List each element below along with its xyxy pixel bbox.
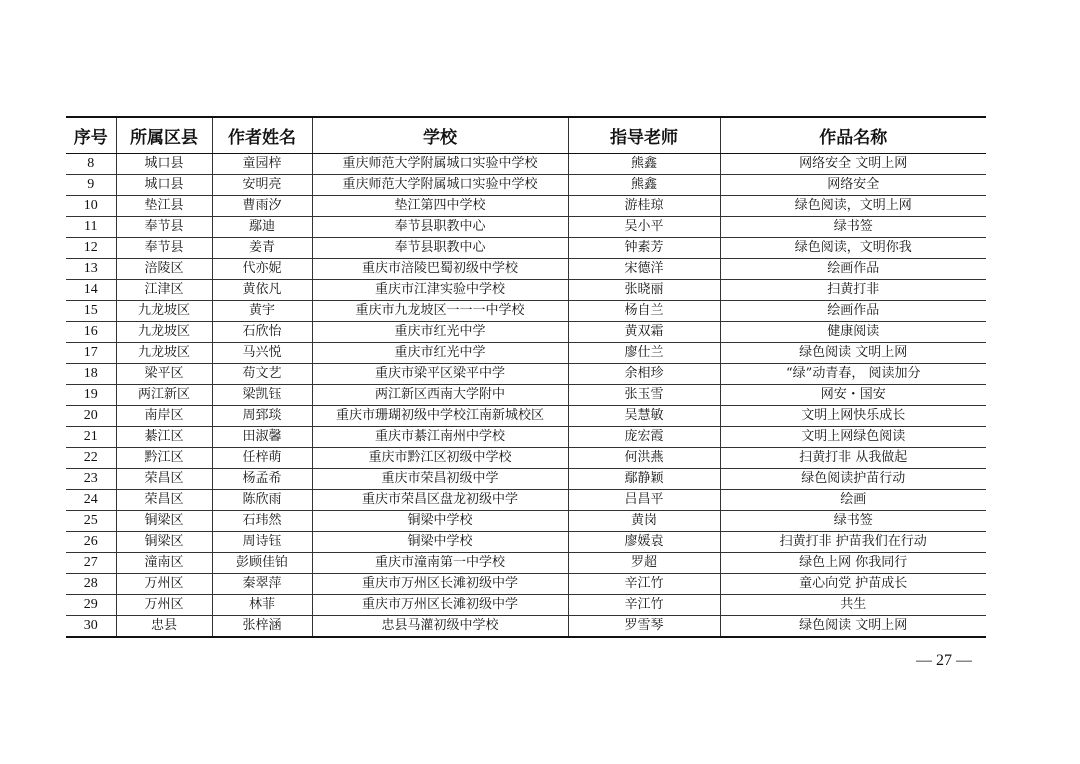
table-row — [66, 595, 986, 616]
cell-work-title: 文明上网绿色阅读 — [720, 427, 986, 448]
cell-teacher: 辛江竹 — [568, 574, 720, 595]
cell-school: 重庆师范大学附属城口实验中学校 — [312, 175, 568, 196]
cell-teacher: 鄢静颖 — [568, 469, 720, 490]
cell-work-title: 绿色阅读，文明上网 — [720, 196, 986, 217]
cell-work-title: 绿书签 — [720, 217, 986, 238]
cell-author: 黄依凡 — [212, 280, 312, 301]
table-body — [66, 154, 986, 638]
cell-school: 两江新区西南大学附中 — [312, 385, 568, 406]
cell-school: 垫江第四中学校 — [312, 196, 568, 217]
table-row — [66, 427, 986, 448]
cell-district: 綦江区 — [116, 427, 212, 448]
cell-teacher: 黄岗 — [568, 511, 720, 532]
cell-teacher: 辛江竹 — [568, 595, 720, 616]
cell-seq: 19 — [66, 385, 116, 406]
table-row — [66, 217, 986, 238]
cell-school: 重庆市红光中学 — [312, 322, 568, 343]
table-row — [66, 616, 986, 638]
cell-school: 重庆市珊瑚初级中学校江南新城校区 — [312, 406, 568, 427]
cell-school: 重庆市荣昌区盘龙初级中学 — [312, 490, 568, 511]
cell-work-title: 网络安全 — [720, 175, 986, 196]
cell-school: 重庆市黔江区初级中学校 — [312, 448, 568, 469]
cell-work-title: 扫黄打非 从我做起 — [720, 448, 986, 469]
cell-school: 重庆市万州区长滩初级中学 — [312, 574, 568, 595]
cell-seq: 20 — [66, 406, 116, 427]
header-teacher: 指导老师 — [568, 117, 720, 154]
table-row — [66, 490, 986, 511]
cell-teacher: 吴小平 — [568, 217, 720, 238]
cell-teacher: 熊鑫 — [568, 154, 720, 175]
table-row — [66, 259, 986, 280]
cell-school: 重庆市荣昌初级中学 — [312, 469, 568, 490]
cell-author: 任梓萌 — [212, 448, 312, 469]
cell-school: 铜梁中学校 — [312, 511, 568, 532]
cell-district: 涪陵区 — [116, 259, 212, 280]
cell-author: 林菲 — [212, 595, 312, 616]
table-row — [66, 532, 986, 553]
table-row — [66, 196, 986, 217]
cell-district: 城口县 — [116, 175, 212, 196]
cell-school: 重庆市江津实验中学校 — [312, 280, 568, 301]
header-seq: 序号 — [66, 117, 116, 154]
header-author: 作者姓名 — [212, 117, 312, 154]
cell-seq: 14 — [66, 280, 116, 301]
cell-author: 曹雨汐 — [212, 196, 312, 217]
cell-author: 石玮然 — [212, 511, 312, 532]
cell-school: 奉节县职教中心 — [312, 217, 568, 238]
cell-work-title: 绿色阅读护苗行动 — [720, 469, 986, 490]
table-row — [66, 385, 986, 406]
cell-seq: 12 — [66, 238, 116, 259]
table-row — [66, 154, 986, 175]
cell-work-title: 文明上网快乐成长 — [720, 406, 986, 427]
cell-work-title: 绿色阅读 文明上网 — [720, 343, 986, 364]
cell-author: 周诗钰 — [212, 532, 312, 553]
cell-school: 重庆市万州区长滩初级中学 — [312, 595, 568, 616]
cell-district: 垫江县 — [116, 196, 212, 217]
cell-work-title: 健康阅读 — [720, 322, 986, 343]
cell-seq: 15 — [66, 301, 116, 322]
cell-district: 黔江区 — [116, 448, 212, 469]
cell-district: 江津区 — [116, 280, 212, 301]
cell-teacher: 余相珍 — [568, 364, 720, 385]
table-row — [66, 574, 986, 595]
cell-district: 梁平区 — [116, 364, 212, 385]
cell-work-title: 绿色上网 你我同行 — [720, 553, 986, 574]
cell-district: 九龙坡区 — [116, 343, 212, 364]
table-row — [66, 280, 986, 301]
cell-teacher: 钟素芳 — [568, 238, 720, 259]
cell-seq: 27 — [66, 553, 116, 574]
cell-district: 九龙坡区 — [116, 301, 212, 322]
cell-school: 重庆市潼南第一中学校 — [312, 553, 568, 574]
header-district: 所属区县 — [116, 117, 212, 154]
cell-school: 重庆市九龙坡区一一一中学校 — [312, 301, 568, 322]
cell-district: 九龙坡区 — [116, 322, 212, 343]
cell-district: 奉节县 — [116, 217, 212, 238]
cell-seq: 29 — [66, 595, 116, 616]
cell-teacher: 廖仕兰 — [568, 343, 720, 364]
cell-teacher: 熊鑫 — [568, 175, 720, 196]
table-row — [66, 406, 986, 427]
cell-school: 奉节县职教中心 — [312, 238, 568, 259]
table-row — [66, 469, 986, 490]
cell-work-title: 绘画作品 — [720, 301, 986, 322]
cell-seq: 30 — [66, 616, 116, 638]
cell-seq: 18 — [66, 364, 116, 385]
header-work-title: 作品名称 — [720, 117, 986, 154]
cell-author: 张梓涵 — [212, 616, 312, 638]
cell-author: 代亦妮 — [212, 259, 312, 280]
cell-author: 安明亮 — [212, 175, 312, 196]
table-row — [66, 343, 986, 364]
cell-author: 田淑馨 — [212, 427, 312, 448]
header-school: 学校 — [312, 117, 568, 154]
cell-work-title: 绿色阅读 文明上网 — [720, 616, 986, 638]
cell-teacher: 游桂琼 — [568, 196, 720, 217]
cell-work-title: 扫黄打非 — [720, 280, 986, 301]
cell-author: 杨孟希 — [212, 469, 312, 490]
cell-seq: 25 — [66, 511, 116, 532]
cell-district: 忠县 — [116, 616, 212, 638]
cell-district: 铜梁区 — [116, 532, 212, 553]
cell-teacher: 罗超 — [568, 553, 720, 574]
cell-seq: 26 — [66, 532, 116, 553]
cell-school: 重庆师范大学附属城口实验中学校 — [312, 154, 568, 175]
cell-author: 秦翠萍 — [212, 574, 312, 595]
cell-school: 重庆市涪陵巴蜀初级中学校 — [312, 259, 568, 280]
cell-school: 重庆市红光中学 — [312, 343, 568, 364]
cell-teacher: 张晓丽 — [568, 280, 720, 301]
cell-school: 忠县马灌初级中学校 — [312, 616, 568, 638]
cell-author: 童园梓 — [212, 154, 312, 175]
cell-author: 鄢迪 — [212, 217, 312, 238]
cell-seq: 8 — [66, 154, 116, 175]
cell-teacher: 黄双霜 — [568, 322, 720, 343]
cell-teacher: 张玉雪 — [568, 385, 720, 406]
cell-work-title: 绘画 — [720, 490, 986, 511]
cell-district: 南岸区 — [116, 406, 212, 427]
cell-author: 彭顾佳铂 — [212, 553, 312, 574]
cell-teacher: 吕昌平 — [568, 490, 720, 511]
cell-author: 姜青 — [212, 238, 312, 259]
cell-seq: 11 — [66, 217, 116, 238]
cell-teacher: 何洪燕 — [568, 448, 720, 469]
cell-district: 铜梁区 — [116, 511, 212, 532]
cell-district: 万州区 — [116, 595, 212, 616]
cell-seq: 24 — [66, 490, 116, 511]
cell-work-title: 绿色阅读，文明你我 — [720, 238, 986, 259]
cell-work-title: 网络安全 文明上网 — [720, 154, 986, 175]
cell-author: 周郅琰 — [212, 406, 312, 427]
cell-work-title: 扫黄打非 护苗我们在行动 — [720, 532, 986, 553]
table-row — [66, 322, 986, 343]
cell-teacher: 廖媛袁 — [568, 532, 720, 553]
cell-author: 黄宇 — [212, 301, 312, 322]
cell-seq: 23 — [66, 469, 116, 490]
cell-seq: 17 — [66, 343, 116, 364]
cell-teacher: 吴慧敏 — [568, 406, 720, 427]
award-list-table — [66, 116, 986, 638]
cell-author: 马兴悦 — [212, 343, 312, 364]
table-row — [66, 238, 986, 259]
cell-seq: 22 — [66, 448, 116, 469]
cell-seq: 10 — [66, 196, 116, 217]
table-row — [66, 301, 986, 322]
cell-work-title: 童心向党 护苗成长 — [720, 574, 986, 595]
cell-work-title: “绿”动青春， 阅读加分 — [720, 364, 986, 385]
cell-seq: 21 — [66, 427, 116, 448]
cell-work-title: 网安・国安 — [720, 385, 986, 406]
cell-seq: 16 — [66, 322, 116, 343]
cell-district: 城口县 — [116, 154, 212, 175]
cell-district: 潼南区 — [116, 553, 212, 574]
cell-author: 梁凯钰 — [212, 385, 312, 406]
table-header-row — [66, 117, 986, 154]
cell-teacher: 庞宏霞 — [568, 427, 720, 448]
cell-author: 陈欣雨 — [212, 490, 312, 511]
cell-author: 石欣怡 — [212, 322, 312, 343]
cell-district: 奉节县 — [116, 238, 212, 259]
cell-district: 两江新区 — [116, 385, 212, 406]
table-row — [66, 553, 986, 574]
cell-school: 重庆市梁平区梁平中学 — [312, 364, 568, 385]
table-row — [66, 364, 986, 385]
cell-teacher: 罗雪琴 — [568, 616, 720, 638]
cell-seq: 13 — [66, 259, 116, 280]
cell-seq: 9 — [66, 175, 116, 196]
table-row — [66, 448, 986, 469]
table-row — [66, 175, 986, 196]
cell-teacher: 杨自兰 — [568, 301, 720, 322]
cell-district: 荣昌区 — [116, 469, 212, 490]
cell-author: 苟文艺 — [212, 364, 312, 385]
cell-seq: 28 — [66, 574, 116, 595]
cell-district: 荣昌区 — [116, 490, 212, 511]
cell-school: 铜梁中学校 — [312, 532, 568, 553]
cell-work-title: 绘画作品 — [720, 259, 986, 280]
cell-teacher: 宋德洋 — [568, 259, 720, 280]
cell-school: 重庆市綦江南州中学校 — [312, 427, 568, 448]
cell-work-title: 共生 — [720, 595, 986, 616]
cell-work-title: 绿书签 — [720, 511, 986, 532]
table-row — [66, 511, 986, 532]
cell-district: 万州区 — [116, 574, 212, 595]
page-number: — 27 — — [916, 652, 972, 669]
